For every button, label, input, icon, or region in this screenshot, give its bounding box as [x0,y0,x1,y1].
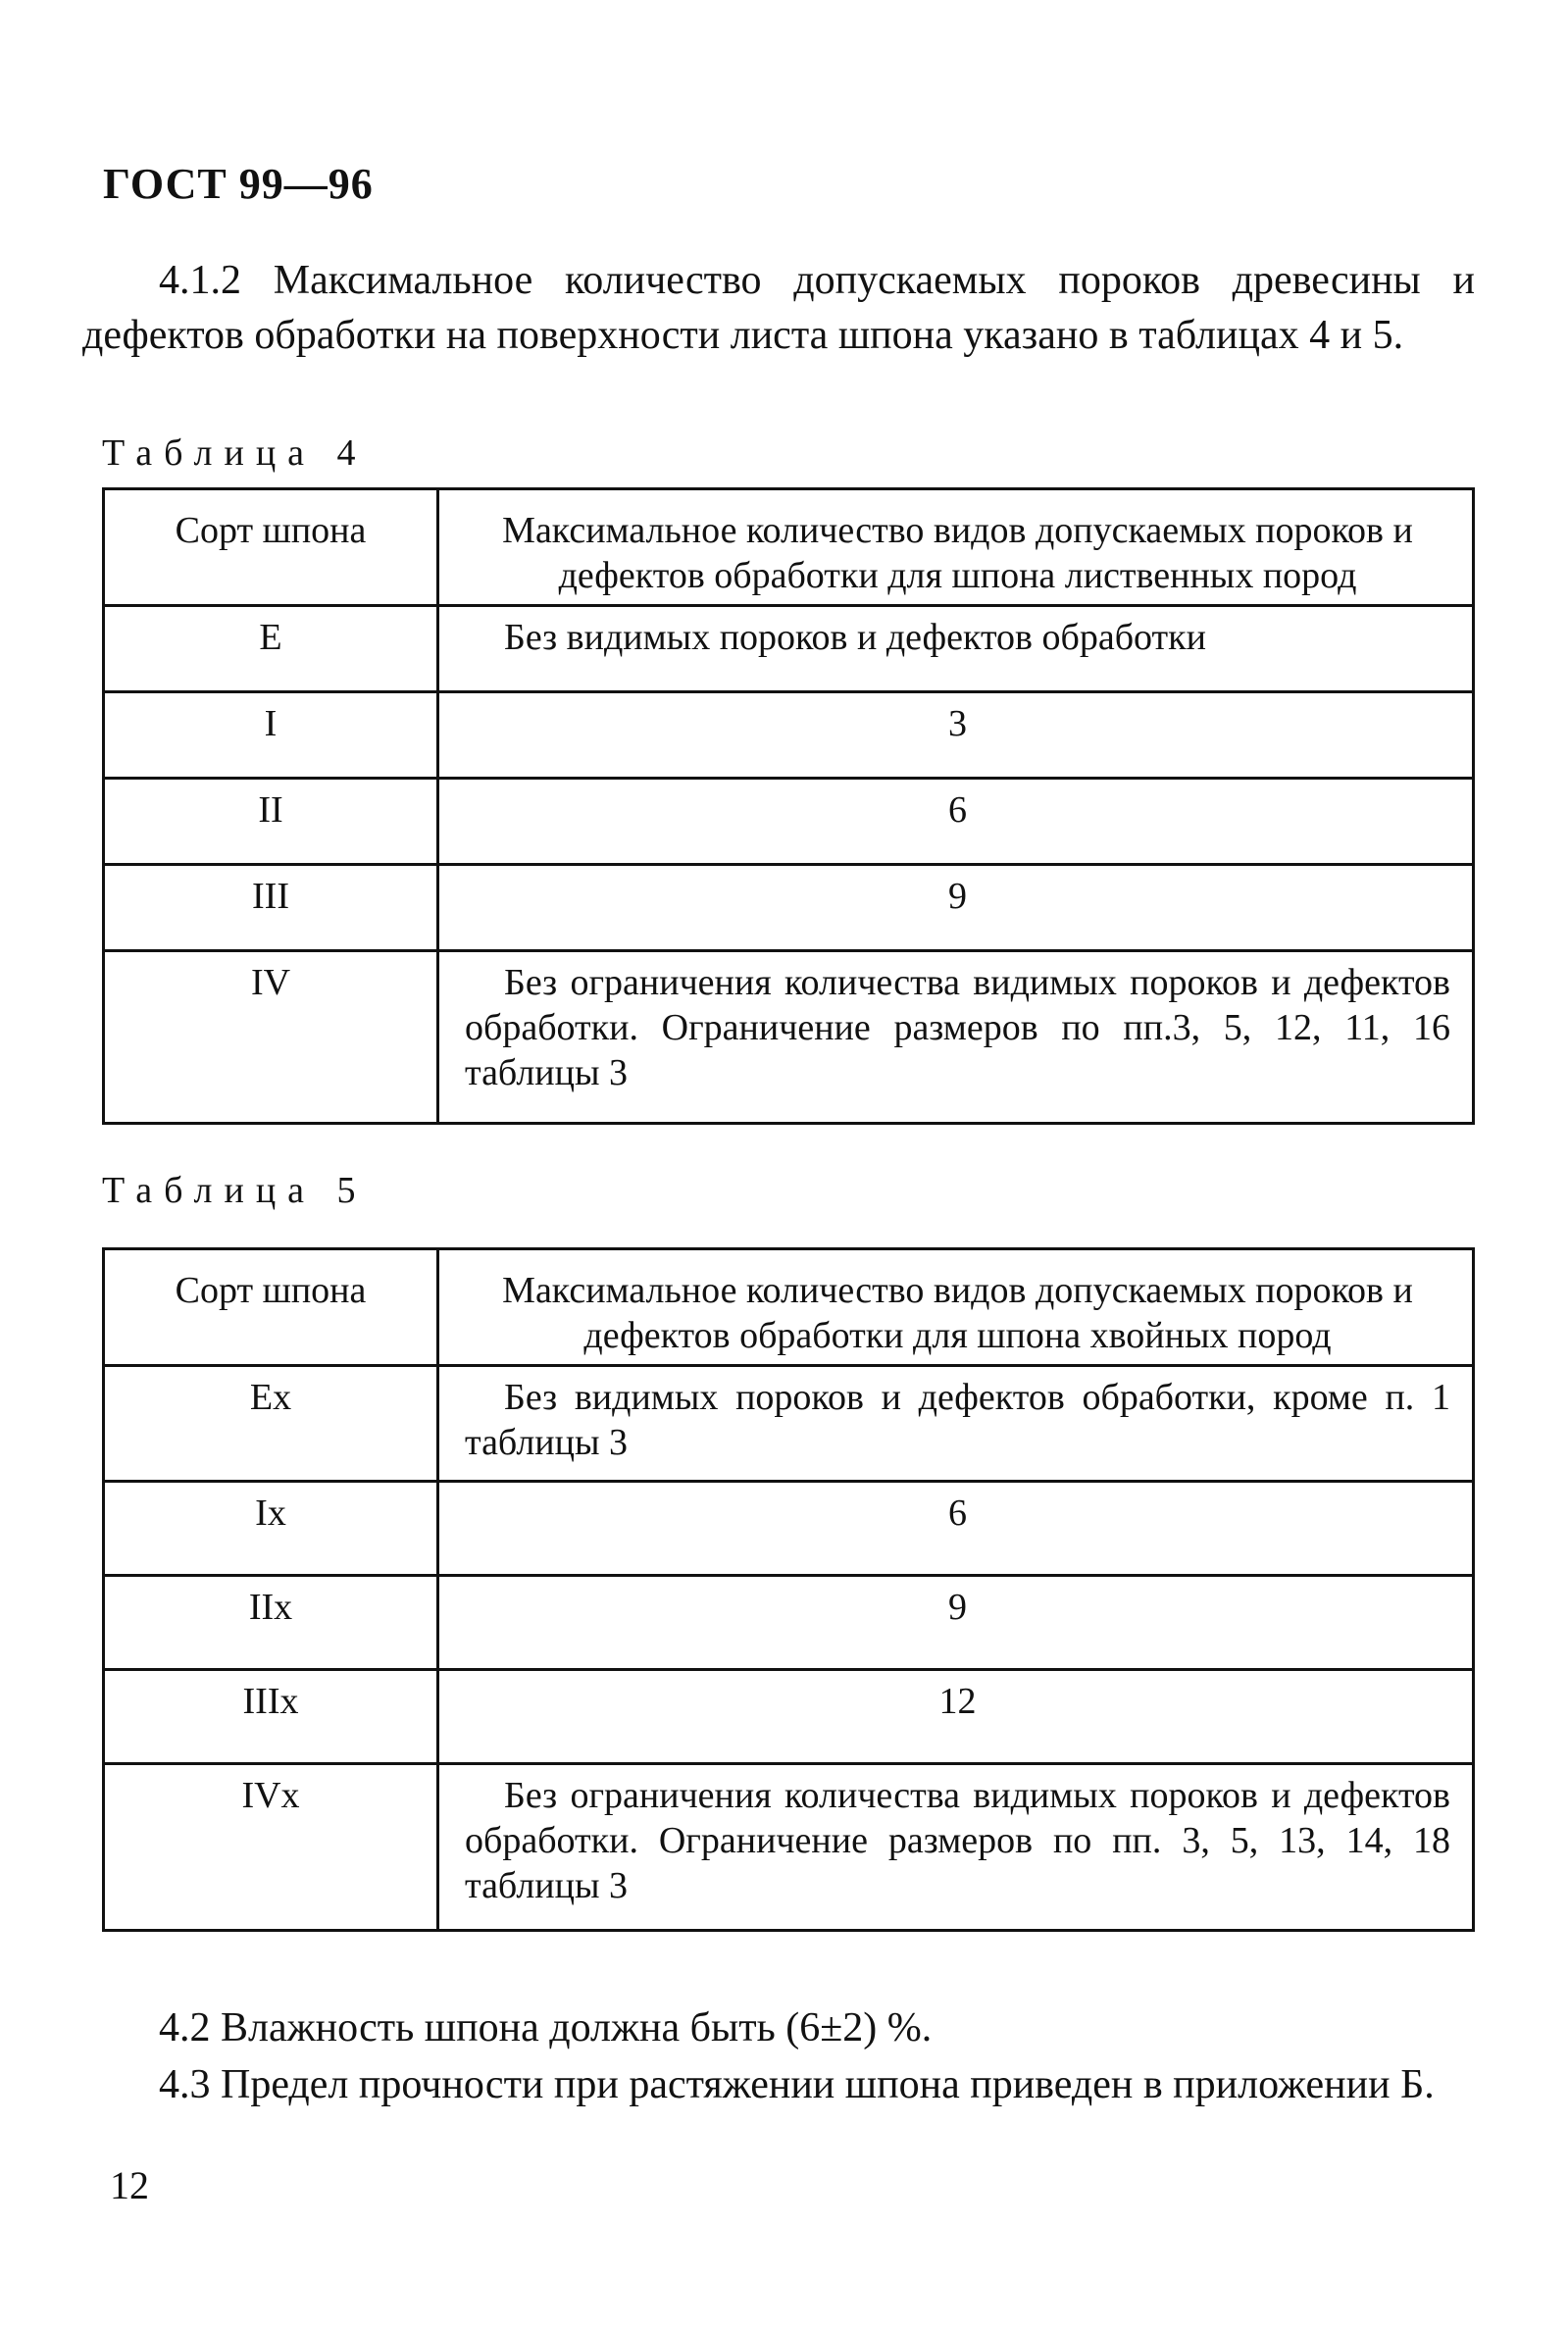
value-cell: 12 [438,1670,1474,1764]
table-row [104,1482,1474,1576]
table-row [104,692,1474,779]
grade-cell: IIIх [104,1670,438,1764]
value-cell: 9 [438,865,1474,951]
table-5-caption: Таблица 5 [102,1170,368,1211]
page-number: 12 [110,2163,149,2207]
header-grade: Сорт шпона [104,489,438,606]
grade-cell: Ех [104,1366,438,1482]
document-standard-header: ГОСТ 99—96 [103,160,374,208]
grade-cell: IVх [104,1764,438,1931]
table-row [104,1764,1474,1931]
table-header-row [104,1249,1474,1366]
header-grade: Сорт шпона [104,1249,438,1366]
grade-cell: IIх [104,1576,438,1670]
paragraph-4-2-text: 4.2 Влажность шпона должна быть (6±2) %. [159,2005,933,2050]
grade-cell: II [104,779,438,865]
grade-cell: Iх [104,1482,438,1576]
table-row [104,606,1474,692]
value-cell: Без видимых пороков и дефектов обработки [438,606,1474,692]
paragraph-4-3 [82,2057,1475,2112]
table-row [104,951,1474,1124]
table-row [104,779,1474,865]
grade-cell: I [104,692,438,779]
table-4 [102,487,1475,1125]
paragraph-4-1-2 [82,253,1475,363]
value-cell: Без ограничения количества видимых пороков и дефектов обработки. Ограничение размеров по пп.3, 5, 12, 11, 16 таблицы 3 [438,951,1474,1124]
value-cell: Без видимых пороков и дефектов обработки, кроме п. 1 таблицы 3 [438,1366,1474,1482]
header-max-count: Максимальное количество видов допускаемых пороков и дефектов обработки для шпона лиственных пород [438,489,1474,606]
header-max-count: Максимальное количество видов допускаемых пороков и дефектов обработки для шпона хвойных пород [438,1249,1474,1366]
paragraph-4-3-text: 4.3 Предел прочности при растяжении шпона приведен в приложении Б. [159,2062,1435,2107]
table-row [104,1670,1474,1764]
value-cell: 6 [438,779,1474,865]
table-header-row [104,489,1474,606]
table-row [104,865,1474,951]
grade-cell: III [104,865,438,951]
value-cell: 3 [438,692,1474,779]
value-cell: Без ограничения количества видимых пороков и дефектов обработки. Ограничение размеров по пп. 3, 5, 13, 14, 18 таблицы 3 [438,1764,1474,1931]
table-5 [102,1247,1475,1932]
value-cell: 6 [438,1482,1474,1576]
table-row [104,1576,1474,1670]
table-4-caption: Таблица 4 [102,432,368,474]
paragraph-4-1-2-text: 4.1.2 Максимальное количество допускаемых пороков древесины и дефектов обработки на поверхности листа шпона указано в таблицах 4 и 5. [82,258,1475,358]
grade-cell: Е [104,606,438,692]
table-row [104,1366,1474,1482]
value-cell: 9 [438,1576,1474,1670]
grade-cell: IV [104,951,438,1124]
paragraph-4-2 [82,2000,1475,2055]
